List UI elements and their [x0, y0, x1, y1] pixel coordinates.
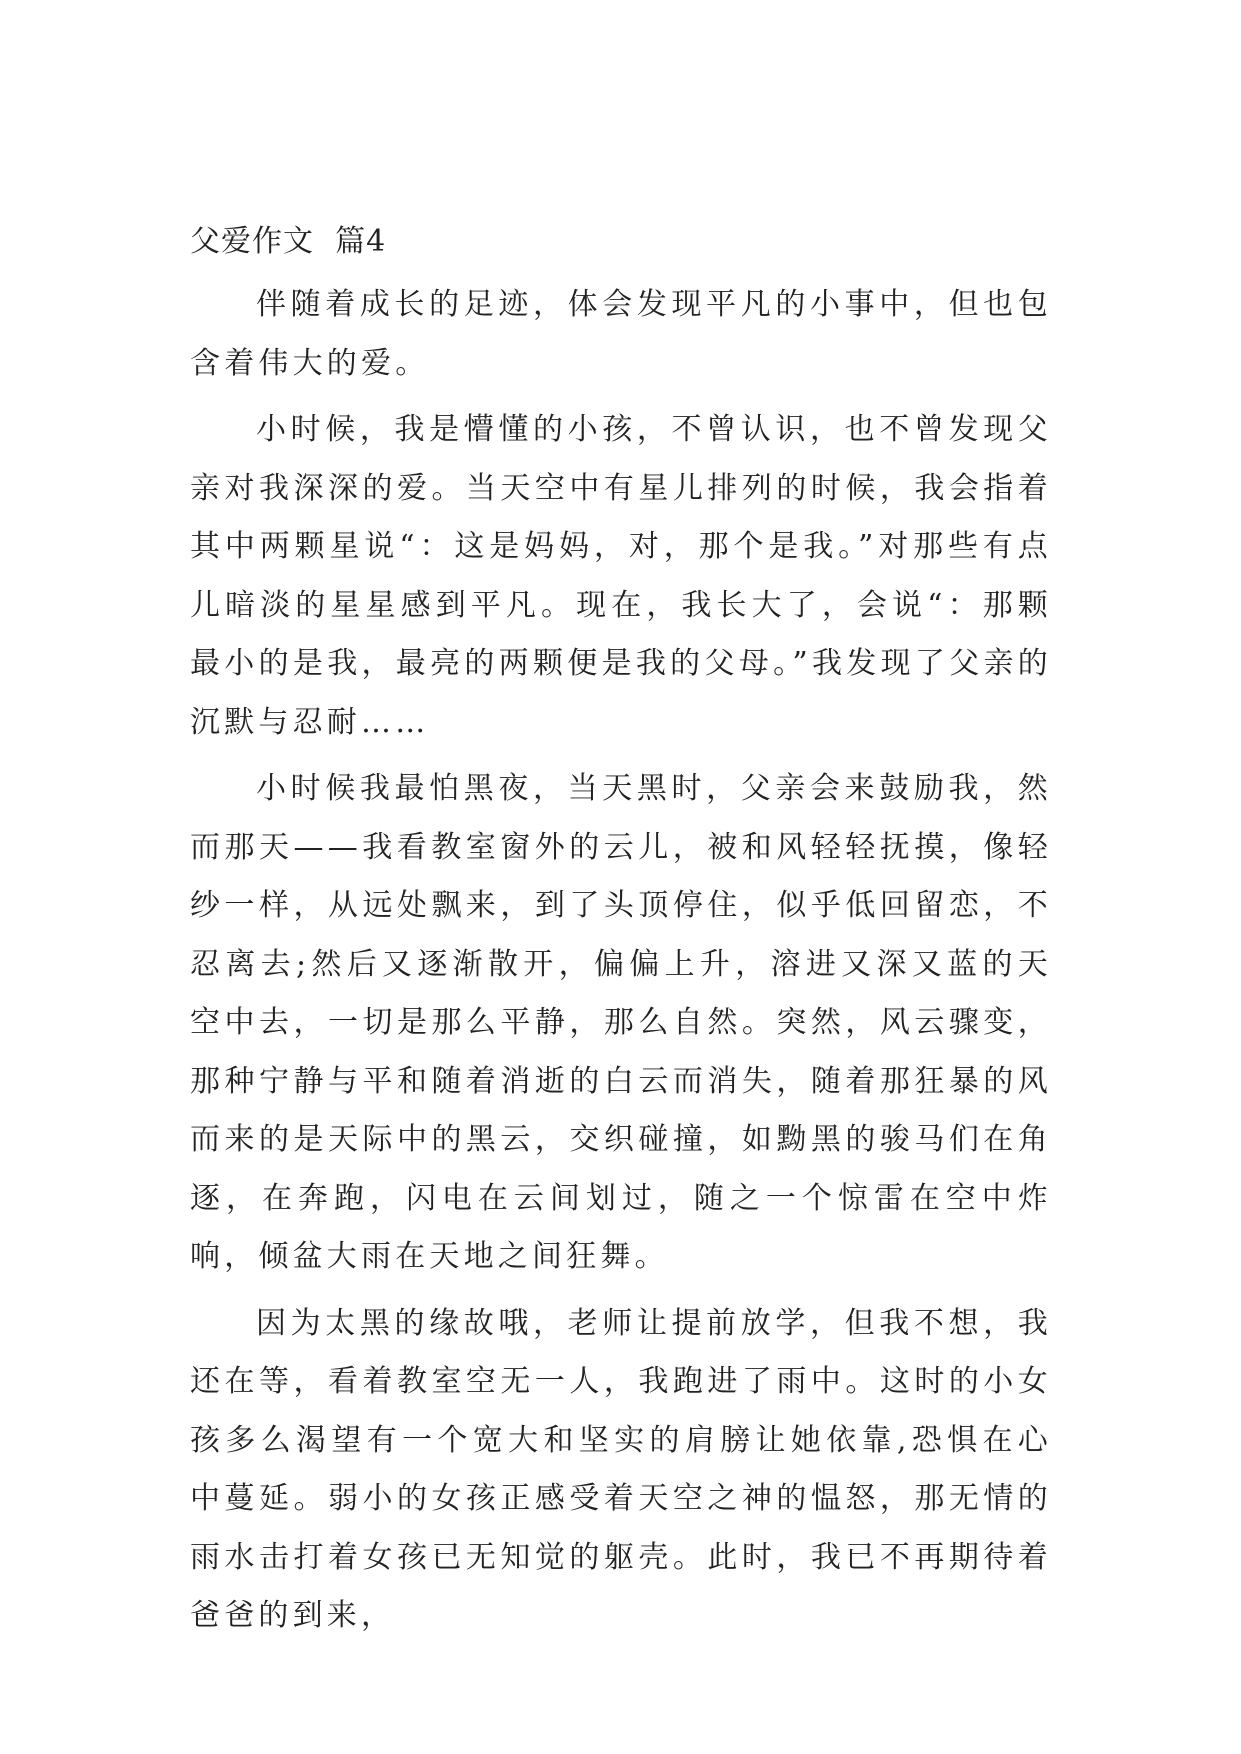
paragraph: 伴随着成长的足迹，体会发现平凡的小事中，但也包含着伟大的爱。	[190, 287, 1052, 381]
document-body	[190, 222, 1052, 1646]
document-title: 父爱作文 篇4	[190, 224, 387, 259]
paragraph: 因为太黑的缘故哦，老师让提前放学，但我不想，我还在等，看着教室空无一人，我跑进了雨中。这时的小女孩多么渴望有一个宽大和坚实的肩膀让她依靠,恐惧在心中蔓延。弱小的女孩正感受着天空之神的愠怒，那无情的雨水击打着女孩已无知觉的躯壳。此时，我已不再期待着爸爸的到来，	[190, 1305, 1052, 1633]
paragraph: 小时候，我是懵懂的小孩，不曾认识，也不曾发现父亲对我深深的爱。当天空中有星儿排列的时候，我会指着其中两颗星说“：这是妈妈，对，那个是我。”对那些有点儿暗淡的星星感到平凡。现在，我长大了，会说“：那颗最小的是我，最亮的两颗便是我的父母。”我发现了父亲的沉默与忍耐……	[190, 412, 1052, 740]
paragraph: 小时候我最怕黑夜，当天黑时，父亲会来鼓励我，然而那天——我看教室窗外的云儿，被和风轻轻抚摸，像轻纱一样，从远处飘来，到了头顶停住，似乎低回留恋，不忍离去;然后又逐渐散开，偏偏上升，溶进又深又蓝的天空中去，一切是那么平静，那么自然。突然，风云骤变，那种宁静与平和随着消逝的白云而消失，随着那狂暴的风而来的是天际中的黑云，交织碰撞，如黝黑的骏马们在角逐，在奔跑，闪电在云间划过，随之一个惊雷在空中炸响，倾盆大雨在天地之间狂舞。	[190, 771, 1052, 1274]
